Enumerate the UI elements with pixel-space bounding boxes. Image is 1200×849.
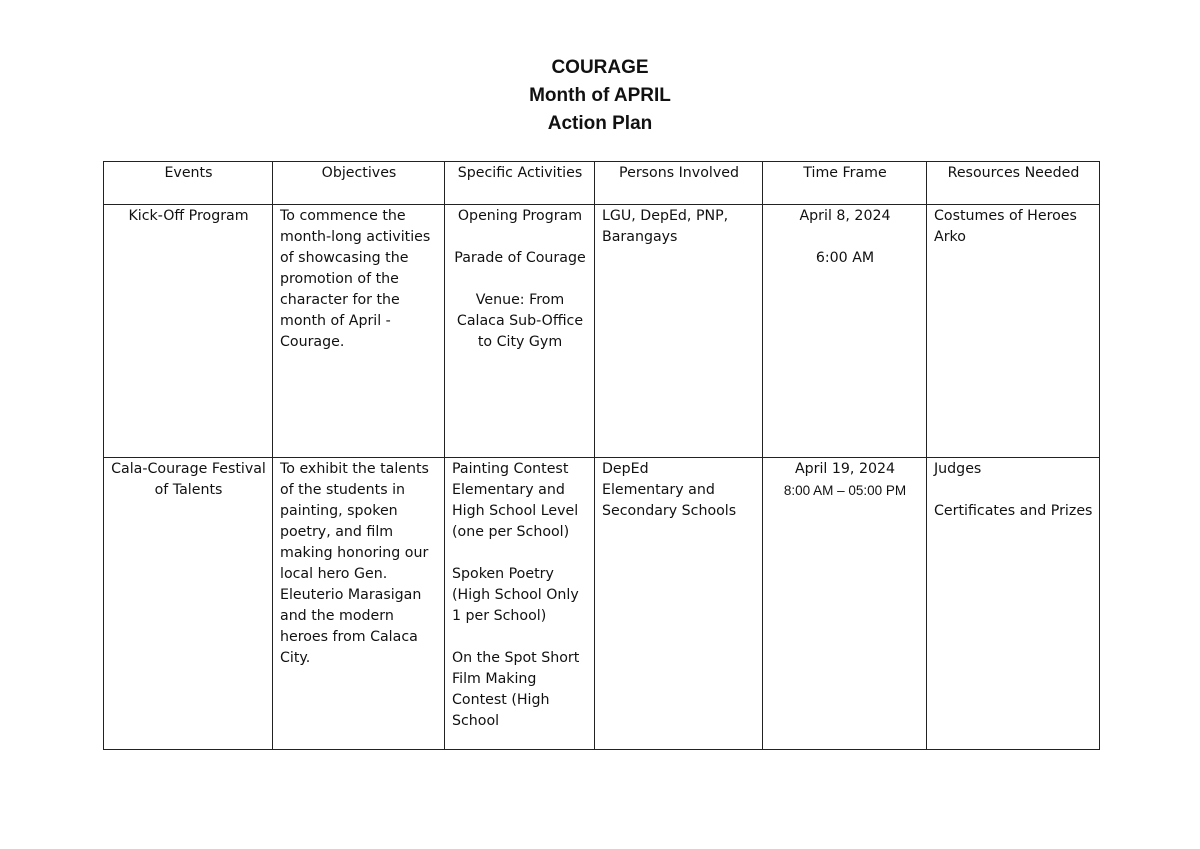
cell-time-frame: [763, 458, 927, 750]
action-plan-table: [103, 161, 1100, 750]
header-time-frame: Time Frame: [763, 162, 927, 205]
cell-event: Kick-Off Program: [104, 205, 273, 458]
cell-activities: [445, 205, 595, 458]
cell-event: Cala-Courage Festival of Talents: [104, 458, 273, 750]
cell-resources: [927, 205, 1100, 458]
activity-item: Painting Contest Elementary and High School Level (one per School): [452, 461, 579, 540]
person-item: Elementary and Secondary Schools: [602, 482, 737, 519]
resource-item: Judges: [934, 461, 982, 477]
cell-objective: To commence the month-long activities of showcasing the promotion of the character for the month of April - Courage.: [273, 205, 445, 458]
resource-item: Certificates and Prizes: [934, 503, 1093, 519]
resource-item: Costumes of Heroes: [934, 208, 1077, 224]
header-persons-involved: Persons Involved: [595, 162, 763, 205]
table-header-row: [104, 162, 1100, 205]
time-hours: 8:00 AM – 05:00 PM: [783, 483, 907, 498]
document-title: [0, 54, 1200, 138]
header-resources-needed: Resources Needed: [927, 162, 1100, 205]
cell-time-frame: [763, 205, 927, 458]
person-item: DepEd: [602, 461, 649, 477]
cell-activities: [445, 458, 595, 750]
title-line-action-plan: Action Plan: [547, 113, 653, 134]
time-date: April 8, 2024: [799, 208, 891, 224]
header-objectives: Objectives: [273, 162, 445, 205]
cell-objective: To exhibit the talents of the students in painting, spoken poetry, and film making honoring our local hero Gen. Eleuterio Marasigan and the modern heroes from Calaca City.: [273, 458, 445, 750]
table-row: [104, 458, 1100, 750]
activity-item: Venue: From Calaca Sub-Office to City Gym: [456, 292, 584, 350]
activity-item: Spoken Poetry (High School Only 1 per School): [452, 566, 579, 624]
cell-persons: LGU, DepEd, PNP, Barangays: [595, 205, 763, 458]
time-date: April 19, 2024: [794, 461, 896, 477]
title-line-courage: COURAGE: [551, 57, 649, 78]
header-specific-activities: Specific Activities: [445, 162, 595, 205]
activity-item: On the Spot Short Film Making Contest (High School: [452, 650, 580, 729]
activity-item: Parade of Courage: [454, 250, 586, 266]
activity-item: Opening Program: [457, 208, 583, 224]
cell-persons: [595, 458, 763, 750]
header-events: Events: [104, 162, 273, 205]
time-hour: 6:00 AM: [815, 250, 875, 266]
cell-resources: [927, 458, 1100, 750]
title-line-month: Month of APRIL: [529, 85, 671, 106]
table-row: [104, 205, 1100, 458]
resource-item: Arko: [934, 229, 966, 245]
